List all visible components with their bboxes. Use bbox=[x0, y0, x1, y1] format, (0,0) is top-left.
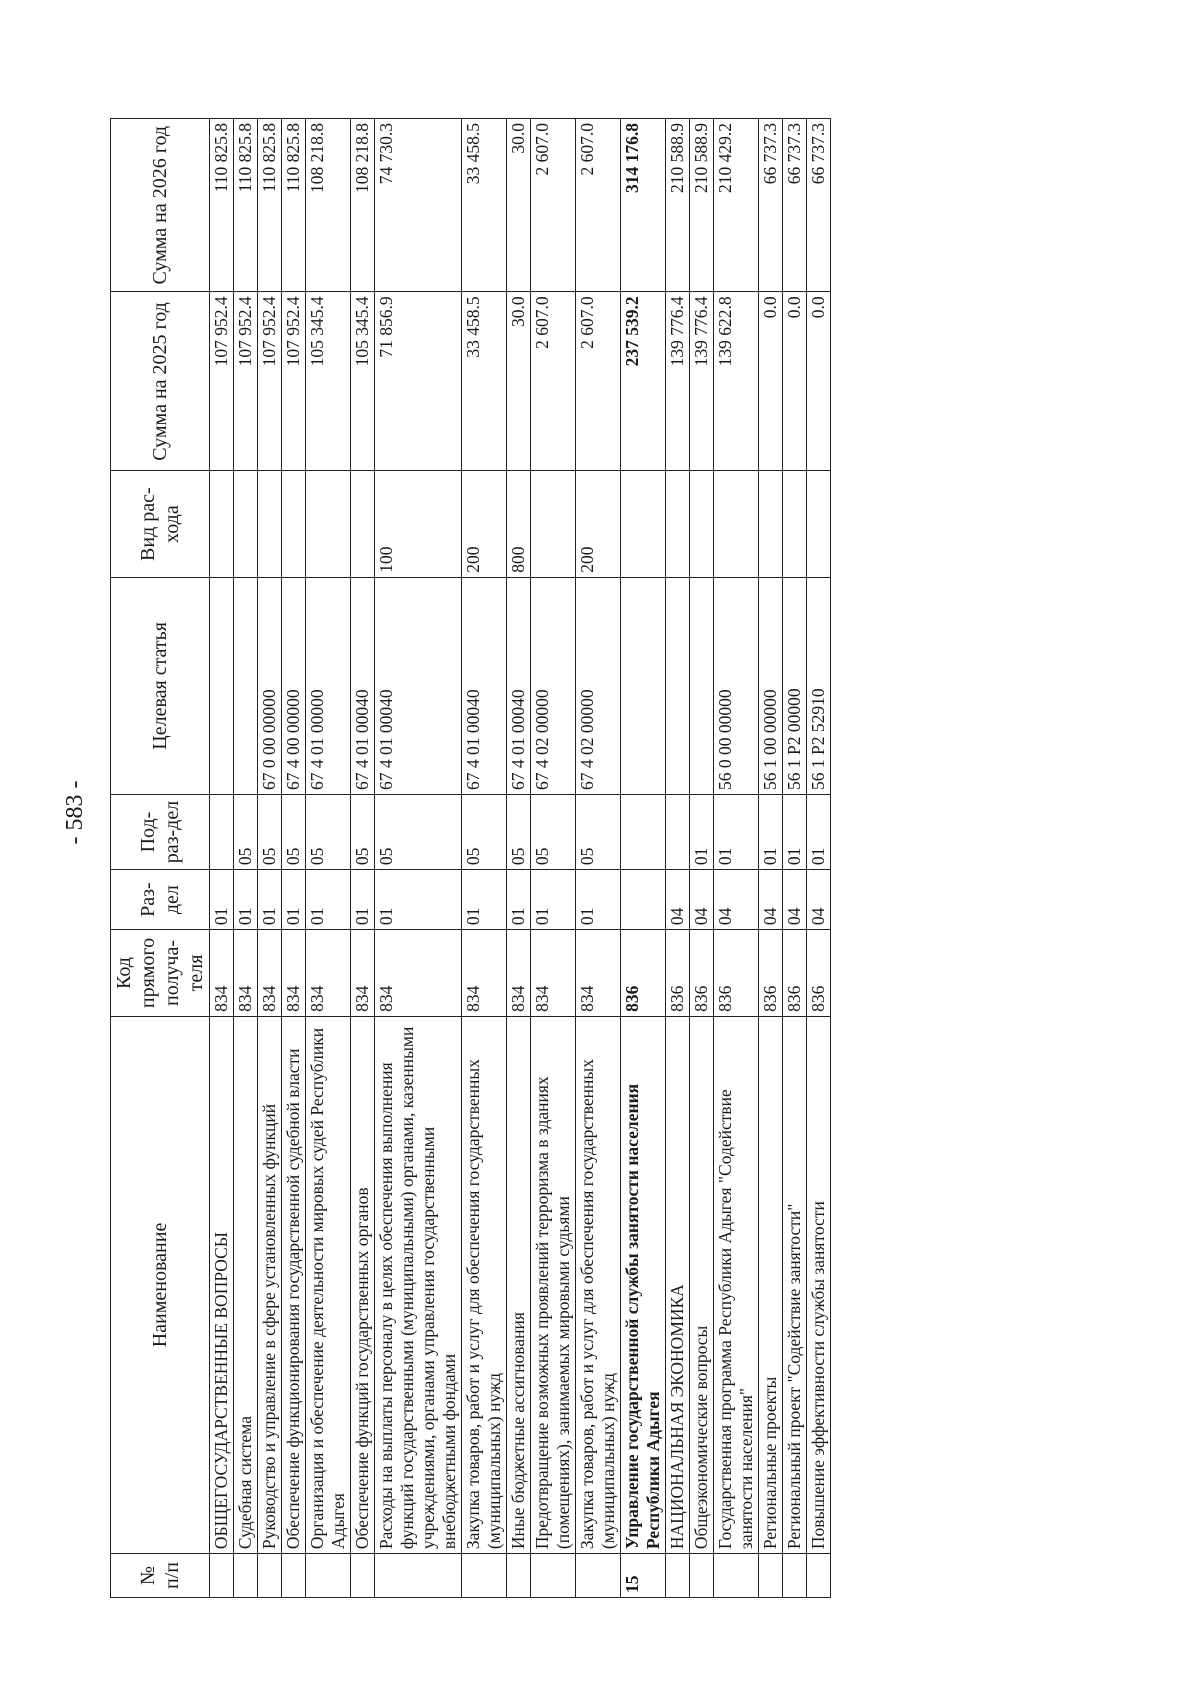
budget-table bbox=[110, 118, 831, 1598]
table-row bbox=[351, 119, 375, 1598]
cell-sum-2025: 0.0 bbox=[807, 292, 831, 471]
cell-sum-2025: 105 345.4 bbox=[306, 292, 351, 471]
header-sum-2026: Сумма на 2026 год bbox=[111, 119, 210, 292]
cell-target: 67 0 00 00000 bbox=[258, 577, 282, 794]
cell-subsection bbox=[621, 794, 666, 869]
cell-sum-2026: 33 458.5 bbox=[462, 119, 507, 292]
cell-target bbox=[666, 577, 690, 794]
cell-sum-2026: 110 825.8 bbox=[282, 119, 306, 292]
cell-section: 01 bbox=[234, 870, 258, 930]
cell-name: ОБЩЕГОСУДАРСТВЕННЫЕ ВОПРОСЫ bbox=[210, 1016, 234, 1553]
cell-num bbox=[210, 1554, 234, 1598]
cell-sum-2026: 314 176.8 bbox=[621, 119, 666, 292]
cell-subsection: 01 bbox=[783, 794, 807, 869]
cell-name: Обеспечение функционирования государственной судебной власти bbox=[282, 1016, 306, 1553]
cell-expense-type bbox=[690, 471, 714, 577]
cell-recipient: 836 bbox=[807, 930, 831, 1017]
cell-name: Судебная система bbox=[234, 1016, 258, 1553]
cell-num bbox=[462, 1554, 507, 1598]
cell-sum-2026: 108 218.8 bbox=[306, 119, 351, 292]
table-row bbox=[666, 119, 690, 1598]
cell-expense-type: 200 bbox=[576, 471, 621, 577]
cell-sum-2025: 33 458.5 bbox=[462, 292, 507, 471]
cell-sum-2025: 2 607.0 bbox=[531, 292, 576, 471]
cell-target bbox=[210, 577, 234, 794]
cell-subsection: 05 bbox=[462, 794, 507, 869]
cell-name: Повышение эффективности службы занятости bbox=[807, 1016, 831, 1553]
cell-expense-type bbox=[783, 471, 807, 577]
cell-subsection: 05 bbox=[576, 794, 621, 869]
cell-section: 04 bbox=[807, 870, 831, 930]
cell-recipient: 834 bbox=[282, 930, 306, 1017]
header-section: Раз-дел bbox=[111, 870, 210, 930]
cell-sum-2025: 0.0 bbox=[783, 292, 807, 471]
cell-expense-type bbox=[234, 471, 258, 577]
table-row bbox=[621, 119, 666, 1598]
table-row bbox=[759, 119, 783, 1598]
cell-sum-2026: 210 588.9 bbox=[690, 119, 714, 292]
header-num: № п/п bbox=[111, 1554, 210, 1598]
cell-expense-type bbox=[807, 471, 831, 577]
cell-subsection: 05 bbox=[282, 794, 306, 869]
cell-recipient: 834 bbox=[258, 930, 282, 1017]
cell-target: 67 4 02 00000 bbox=[576, 577, 621, 794]
cell-section bbox=[621, 870, 666, 930]
cell-subsection: 05 bbox=[234, 794, 258, 869]
cell-section: 01 bbox=[576, 870, 621, 930]
table-row bbox=[282, 119, 306, 1598]
cell-recipient: 834 bbox=[375, 930, 462, 1017]
cell-section: 04 bbox=[666, 870, 690, 930]
cell-num bbox=[507, 1554, 531, 1598]
cell-sum-2026: 2 607.0 bbox=[531, 119, 576, 292]
table-row bbox=[210, 119, 234, 1598]
cell-sum-2026: 2 607.0 bbox=[576, 119, 621, 292]
cell-section: 01 bbox=[507, 870, 531, 930]
cell-expense-type: 800 bbox=[507, 471, 531, 577]
cell-section: 01 bbox=[531, 870, 576, 930]
header-sum-2025: Сумма на 2025 год bbox=[111, 292, 210, 471]
cell-subsection bbox=[666, 794, 690, 869]
cell-name: Организация и обеспечение деятельности мировых судей Республики Адыгея bbox=[306, 1016, 351, 1553]
cell-num bbox=[759, 1554, 783, 1598]
cell-sum-2025: 30.0 bbox=[507, 292, 531, 471]
cell-sum-2025: 107 952.4 bbox=[234, 292, 258, 471]
table-row bbox=[306, 119, 351, 1598]
cell-num bbox=[258, 1554, 282, 1598]
cell-target: 67 4 01 00040 bbox=[507, 577, 531, 794]
cell-subsection: 01 bbox=[690, 794, 714, 869]
cell-section: 01 bbox=[282, 870, 306, 930]
cell-name: Государственная программа Республики Адыгея "Содействие занятости населения" bbox=[714, 1016, 759, 1553]
cell-name: Расходы на выплаты персоналу в целях обеспечения выполнения функций государственными (муниципальными) органами, казенными учреждениями, органами управления государственными внебюджетными фондами bbox=[375, 1016, 462, 1553]
cell-target: 56 0 00 00000 bbox=[714, 577, 759, 794]
cell-expense-type bbox=[759, 471, 783, 577]
cell-sum-2025: 107 952.4 bbox=[258, 292, 282, 471]
cell-section: 01 bbox=[258, 870, 282, 930]
cell-section: 01 bbox=[210, 870, 234, 930]
cell-expense-type bbox=[210, 471, 234, 577]
cell-subsection: 05 bbox=[375, 794, 462, 869]
cell-section: 01 bbox=[351, 870, 375, 930]
cell-sum-2026: 66 737.3 bbox=[807, 119, 831, 292]
table-row bbox=[807, 119, 831, 1598]
cell-section: 04 bbox=[690, 870, 714, 930]
cell-expense-type bbox=[666, 471, 690, 577]
header-subsection: Под-раз-дел bbox=[111, 794, 210, 869]
cell-sum-2026: 210 429.2 bbox=[714, 119, 759, 292]
cell-target: 67 4 01 00040 bbox=[462, 577, 507, 794]
cell-num bbox=[234, 1554, 258, 1598]
cell-recipient: 834 bbox=[306, 930, 351, 1017]
cell-target: 67 4 01 00040 bbox=[375, 577, 462, 794]
cell-sum-2026: 74 730.3 bbox=[375, 119, 462, 292]
cell-expense-type: 100 bbox=[375, 471, 462, 577]
cell-subsection: 01 bbox=[807, 794, 831, 869]
cell-subsection: 01 bbox=[714, 794, 759, 869]
cell-sum-2026: 210 588.9 bbox=[666, 119, 690, 292]
cell-sum-2026: 110 825.8 bbox=[258, 119, 282, 292]
cell-target: 67 4 02 00000 bbox=[531, 577, 576, 794]
cell-expense-type bbox=[282, 471, 306, 577]
cell-num bbox=[690, 1554, 714, 1598]
cell-expense-type bbox=[714, 471, 759, 577]
cell-section: 01 bbox=[462, 870, 507, 930]
cell-sum-2025: 105 345.4 bbox=[351, 292, 375, 471]
cell-num bbox=[576, 1554, 621, 1598]
cell-recipient: 836 bbox=[714, 930, 759, 1017]
cell-target bbox=[234, 577, 258, 794]
cell-name: Иные бюджетные ассигнования bbox=[507, 1016, 531, 1553]
cell-num bbox=[351, 1554, 375, 1598]
cell-sum-2026: 108 218.8 bbox=[351, 119, 375, 292]
cell-recipient: 836 bbox=[666, 930, 690, 1017]
cell-name: Общеэкономические вопросы bbox=[690, 1016, 714, 1553]
cell-sum-2025: 139 776.4 bbox=[690, 292, 714, 471]
cell-num bbox=[531, 1554, 576, 1598]
table-row bbox=[714, 119, 759, 1598]
cell-name: Закупка товаров, работ и услуг для обеспечения государственных (муниципальных) нужд bbox=[462, 1016, 507, 1553]
table-body bbox=[210, 119, 831, 1598]
cell-sum-2025: 2 607.0 bbox=[576, 292, 621, 471]
cell-recipient: 834 bbox=[531, 930, 576, 1017]
cell-name: Закупка товаров, работ и услуг для обеспечения государственных (муниципальных) нужд bbox=[576, 1016, 621, 1553]
cell-recipient: 834 bbox=[507, 930, 531, 1017]
cell-num bbox=[306, 1554, 351, 1598]
cell-sum-2026: 30.0 bbox=[507, 119, 531, 292]
cell-target: 56 1 P2 00000 bbox=[783, 577, 807, 794]
cell-recipient: 834 bbox=[210, 930, 234, 1017]
rotated-table-wrapper bbox=[110, 118, 1055, 1598]
cell-name: Управление государственной службы занятости населения Республики Адыгея bbox=[621, 1016, 666, 1553]
cell-target bbox=[621, 577, 666, 794]
cell-num bbox=[375, 1554, 462, 1598]
cell-expense-type bbox=[531, 471, 576, 577]
cell-target: 67 4 01 00000 bbox=[306, 577, 351, 794]
table-row bbox=[531, 119, 576, 1598]
cell-subsection: 01 bbox=[759, 794, 783, 869]
cell-target: 56 1 P2 52910 bbox=[807, 577, 831, 794]
cell-sum-2025: 139 776.4 bbox=[666, 292, 690, 471]
cell-recipient: 834 bbox=[462, 930, 507, 1017]
cell-sum-2026: 110 825.8 bbox=[234, 119, 258, 292]
cell-num bbox=[714, 1554, 759, 1598]
cell-subsection: 05 bbox=[507, 794, 531, 869]
table-row bbox=[258, 119, 282, 1598]
cell-subsection: 05 bbox=[351, 794, 375, 869]
cell-expense-type bbox=[258, 471, 282, 577]
cell-section: 04 bbox=[714, 870, 759, 930]
cell-subsection: 05 bbox=[258, 794, 282, 869]
cell-target: 56 1 00 00000 bbox=[759, 577, 783, 794]
cell-sum-2026: 66 737.3 bbox=[783, 119, 807, 292]
cell-sum-2025: 107 952.4 bbox=[210, 292, 234, 471]
cell-subsection: 05 bbox=[531, 794, 576, 869]
cell-expense-type bbox=[621, 471, 666, 577]
cell-target bbox=[690, 577, 714, 794]
cell-name: Региональный проект "Содействие занятости" bbox=[783, 1016, 807, 1553]
cell-recipient: 836 bbox=[783, 930, 807, 1017]
cell-sum-2025: 0.0 bbox=[759, 292, 783, 471]
cell-name: Обеспечение функций государственных органов bbox=[351, 1016, 375, 1553]
cell-name: Региональные проекты bbox=[759, 1016, 783, 1553]
cell-target: 67 4 01 00040 bbox=[351, 577, 375, 794]
cell-section: 04 bbox=[759, 870, 783, 930]
cell-section: 01 bbox=[306, 870, 351, 930]
cell-section: 01 bbox=[375, 870, 462, 930]
cell-expense-type bbox=[306, 471, 351, 577]
cell-section: 04 bbox=[783, 870, 807, 930]
page-number: - 583 - bbox=[62, 780, 88, 845]
cell-recipient: 836 bbox=[690, 930, 714, 1017]
cell-num bbox=[666, 1554, 690, 1598]
cell-sum-2026: 110 825.8 bbox=[210, 119, 234, 292]
cell-recipient: 836 bbox=[621, 930, 666, 1017]
table-row bbox=[462, 119, 507, 1598]
cell-name: Руководство и управление в сфере установленных функций bbox=[258, 1016, 282, 1553]
cell-num bbox=[282, 1554, 306, 1598]
cell-num bbox=[783, 1554, 807, 1598]
cell-sum-2025: 71 856.9 bbox=[375, 292, 462, 471]
cell-sum-2025: 107 952.4 bbox=[282, 292, 306, 471]
header-name: Наименование bbox=[111, 1016, 210, 1553]
cell-recipient: 836 bbox=[759, 930, 783, 1017]
cell-recipient: 834 bbox=[351, 930, 375, 1017]
table-row bbox=[690, 119, 714, 1598]
table-row bbox=[375, 119, 462, 1598]
cell-sum-2025: 139 622.8 bbox=[714, 292, 759, 471]
cell-name: НАЦИОНАЛЬНАЯ ЭКОНОМИКА bbox=[666, 1016, 690, 1553]
cell-expense-type bbox=[351, 471, 375, 577]
cell-name: Предотвращение возможных проявлений терроризма в зданиях (помещениях), занимаемых мировыми судьями bbox=[531, 1016, 576, 1553]
table-row bbox=[783, 119, 807, 1598]
table-header-row bbox=[111, 119, 210, 1598]
cell-target: 67 4 00 00000 bbox=[282, 577, 306, 794]
cell-sum-2026: 66 737.3 bbox=[759, 119, 783, 292]
header-recipient: Код прямого получа-теля bbox=[111, 930, 210, 1017]
cell-sum-2025: 237 539.2 bbox=[621, 292, 666, 471]
cell-recipient: 834 bbox=[234, 930, 258, 1017]
cell-num bbox=[807, 1554, 831, 1598]
header-target: Целевая статья bbox=[111, 577, 210, 794]
table-row bbox=[507, 119, 531, 1598]
table-row bbox=[234, 119, 258, 1598]
table-row bbox=[576, 119, 621, 1598]
cell-num: 15 bbox=[621, 1554, 666, 1598]
cell-subsection: 05 bbox=[306, 794, 351, 869]
cell-expense-type: 200 bbox=[462, 471, 507, 577]
header-expense-type: Вид рас-хода bbox=[111, 471, 210, 577]
cell-subsection bbox=[210, 794, 234, 869]
cell-recipient: 834 bbox=[576, 930, 621, 1017]
